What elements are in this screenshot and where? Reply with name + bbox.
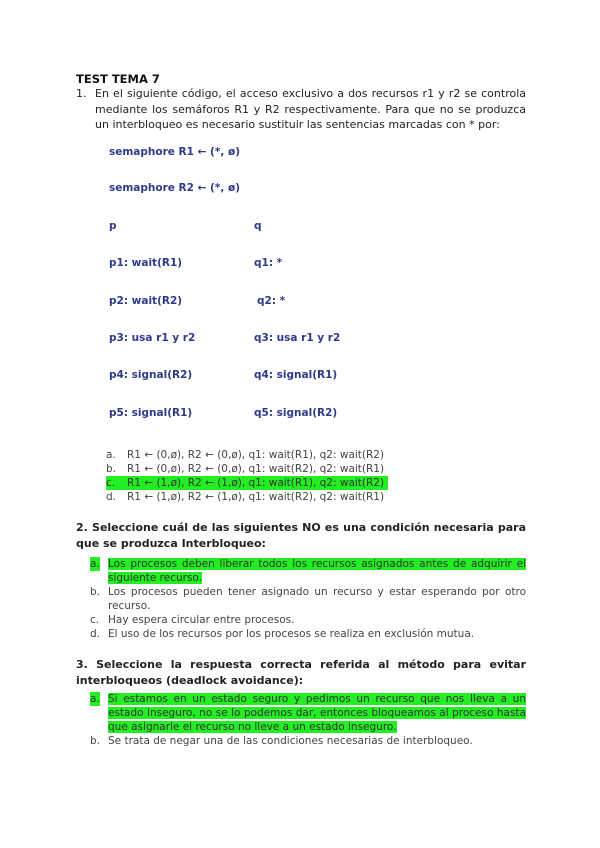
option-letter: b. [106,463,117,475]
code-semaphore-r1: semaphore R1 ← (*, ø) [109,146,241,158]
option-a-highlighted[interactable] [90,692,526,734]
option-letter: c. [90,614,100,626]
question-3-text: 3. Seleccione la respuesta correcta referida al método para evitar interbloqueos (deadlock avoidance): [76,658,526,687]
option-letter: b. [90,735,101,747]
code-p-line: p [109,220,117,232]
code-p-line: p5: signal(R1) [109,406,193,419]
option-text: R1 ← (1,ø), R2 ← (1,ø), q1: wait(R2), q2: wait(R1) [127,491,385,503]
option-text: Se trata de negar una de las condiciones necesarias de interbloqueo. [108,735,473,747]
option-b[interactable] [90,734,526,748]
document-title: TEST TEMA 7 [76,72,160,86]
option-letter: d. [106,491,117,503]
code-p-line: p4: signal(R2) [109,369,193,382]
option-c-highlighted[interactable] [106,476,388,490]
option-b[interactable] [90,585,526,613]
option-d[interactable] [90,627,526,641]
code-q-line: q [254,220,262,232]
option-letter: a. [106,449,116,461]
question-number: 1. [76,87,87,100]
code-p-line: p2: wait(R2) [109,294,183,307]
option-c[interactable] [90,613,526,627]
code-q-line: q3: usa r1 y r2 [254,331,341,344]
option-letter: b. [90,586,101,598]
q3-options [90,692,526,748]
option-letter: d. [90,628,101,640]
option-letter: a. [90,693,100,705]
code-q-line: q2: * [257,294,286,307]
code-q-line: q1: * [254,257,283,270]
q1-options [106,448,388,504]
option-letter: c. [106,477,116,489]
option-text: El uso de los recursos por los procesos se realiza en exclusión mutua. [108,628,475,640]
code-p-line: p3: usa r1 y r2 [109,331,196,344]
option-text: Los procesos pueden tener asignado un recurso y estar esperando por otro recurso. [108,586,526,612]
option-text: R1 ← (1,ø), R2 ← (1,ø), q1: wait(R1), q2: wait(R2) [127,477,385,489]
question-text: En el siguiente código, el acceso exclusivo a dos recursos r1 y r2 se controla mediante los semáforos R1 y R2 respectivamente. Para que no se produzca un interbloqueo es necesario sustituir las sentencias marcadas con * por: [95,87,526,131]
option-text: Los procesos deben liberar todos los recursos asignados antes de adquirir el siguiente recurso. [108,558,526,584]
option-text: Hay espera circular entre procesos. [108,614,295,626]
code-p-line: p1: wait(R1) [109,257,183,270]
option-letter: a. [90,558,100,570]
q2-options [90,557,526,641]
option-text: R1 ← (0,ø), R2 ← (0,ø), q1: wait(R2), q2: wait(R1) [127,463,385,475]
option-d[interactable] [106,490,388,504]
option-text: R1 ← (0,ø), R2 ← (0,ø), q1: wait(R1), q2: wait(R2) [127,449,385,461]
code-q-line: q5: signal(R2) [254,406,338,419]
option-a-highlighted[interactable] [90,557,526,585]
question-1 [76,86,526,133]
option-a[interactable] [106,448,388,462]
code-q-line: q4: signal(R1) [254,369,338,382]
option-text: Si estamos en un estado seguro y pedimos un recurso que nos lleva a un estado inseguro, no se lo podemos dar, entonces bloqueamos al proceso hasta que asignarle el recurso no lleve a un estado inseguro. [108,693,526,733]
code-semaphore-r2: semaphore R2 ← (*, ø) [109,182,241,194]
question-2-text: 2. Seleccione cuál de las siguientes NO es una condición necesaria para que se produzca Interbloqueo: [76,521,526,550]
option-b[interactable] [106,462,388,476]
